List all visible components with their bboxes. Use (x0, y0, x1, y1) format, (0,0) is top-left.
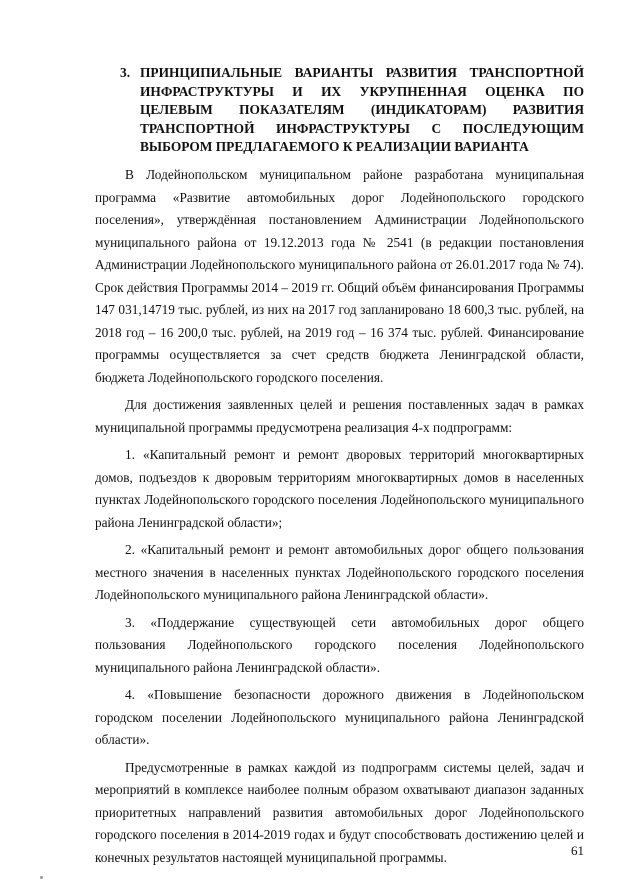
paragraph-program-description: В Лодейнопольском муниципальном районе разработана муниципальная программа «Развитие автомобильных дорог Лодейнопольского городского поселения», утверждённая постановлением Администрации Лодейнопольского муниципального района от 19.12.2013 года № 2541 (в редакции постановления Администрации Лодейнопольского муниципального района от 26.01.2017 года № 74). Срок действия Программы 2014 – 2019 гг. Общий объём финансирования Программы 147 031,14719 тыс. рублей, из них на 2017 год запланировано 18 600,3 тыс. рублей, на 2018 год – 16 200,0 тыс. рублей, на 2019 год – 16 374 тыс. рублей. Финансирование программы осуществляется за счет средств бюджета Ленинградской области, бюджета Лодейнопольского городского поселения. (95, 167, 584, 385)
paragraph-subprogram-2: 2. «Капитальный ремонт и ремонт автомобильных дорог общего пользования местного значения в населенных пунктах Лодейнопольского городского поселения Лодейнопольского муниципального района Ленинградской области». (95, 542, 584, 602)
paragraph-subprograms-intro: Для достижения заявленных целей и решения поставленных задач в рамках муниципальной программы предусмотрена реализация 4-х подпрограмм: (95, 397, 584, 435)
section-title: ПРИНЦИПИАЛЬНЫЕ ВАРИАНТЫ РАЗВИТИЯ ТРАНСПОРТНОЙ ИНФРАСТРУКТУРЫ И ИХ УКРУПНЕННАЯ ОЦЕНКА ПО ЦЕЛЕВЫМ ПОКАЗАТЕЛЯМ (ИНДИКАТОРАМ) РАЗВИТИЯ ТРАНСПОРТНОЙ ИНФРАСТРУКТУРЫ С ПОСЛЕДУЮЩИМ ВЫБОРОМ ПРЕДЛАГАЕМОГО К РЕАЛИЗАЦИИ ВАРИАНТА (140, 65, 584, 154)
paragraph-subprogram-3: 3. «Поддержание существующей сети автомобильных дорог общего пользования Лодейнопольского городского поселения Лодейнопольского муниципального района Ленинградской области». (95, 614, 584, 675)
section-heading (120, 64, 584, 157)
scan-speck (40, 876, 43, 879)
page-number: 61 (571, 843, 584, 858)
paragraph-subprogram-4: 4. «Повышение безопасности дорожного движения в Лодейнопольском городском поселении Лодейнопольского муниципального района Ленинградской области». (95, 687, 584, 747)
section-number: 3. (120, 65, 131, 80)
paragraph-subprogram-1: 1. «Капитальный ремонт и ремонт дворовых территорий многоквартирных домов, подъездов к дворовым территориям многоквартирных домов в населенных пунктах Лодейнопольского городского поселения Лодейнопольского муниципального района Ленинградской области»; (95, 447, 584, 530)
paragraph-conclusion: Предусмотренные в рамках каждой из подпрограмм системы целей, задач и мероприятий в комплексе наиболее полным образом охватывают диапазон заданных приоритетных направлений развития автомобильных дорог Лодейнопольского городского поселения в 2014-2019 годах и будут способствовать достижению целей и конечных результатов настоящей муниципальной программы. (95, 759, 584, 865)
document-body (95, 164, 584, 874)
